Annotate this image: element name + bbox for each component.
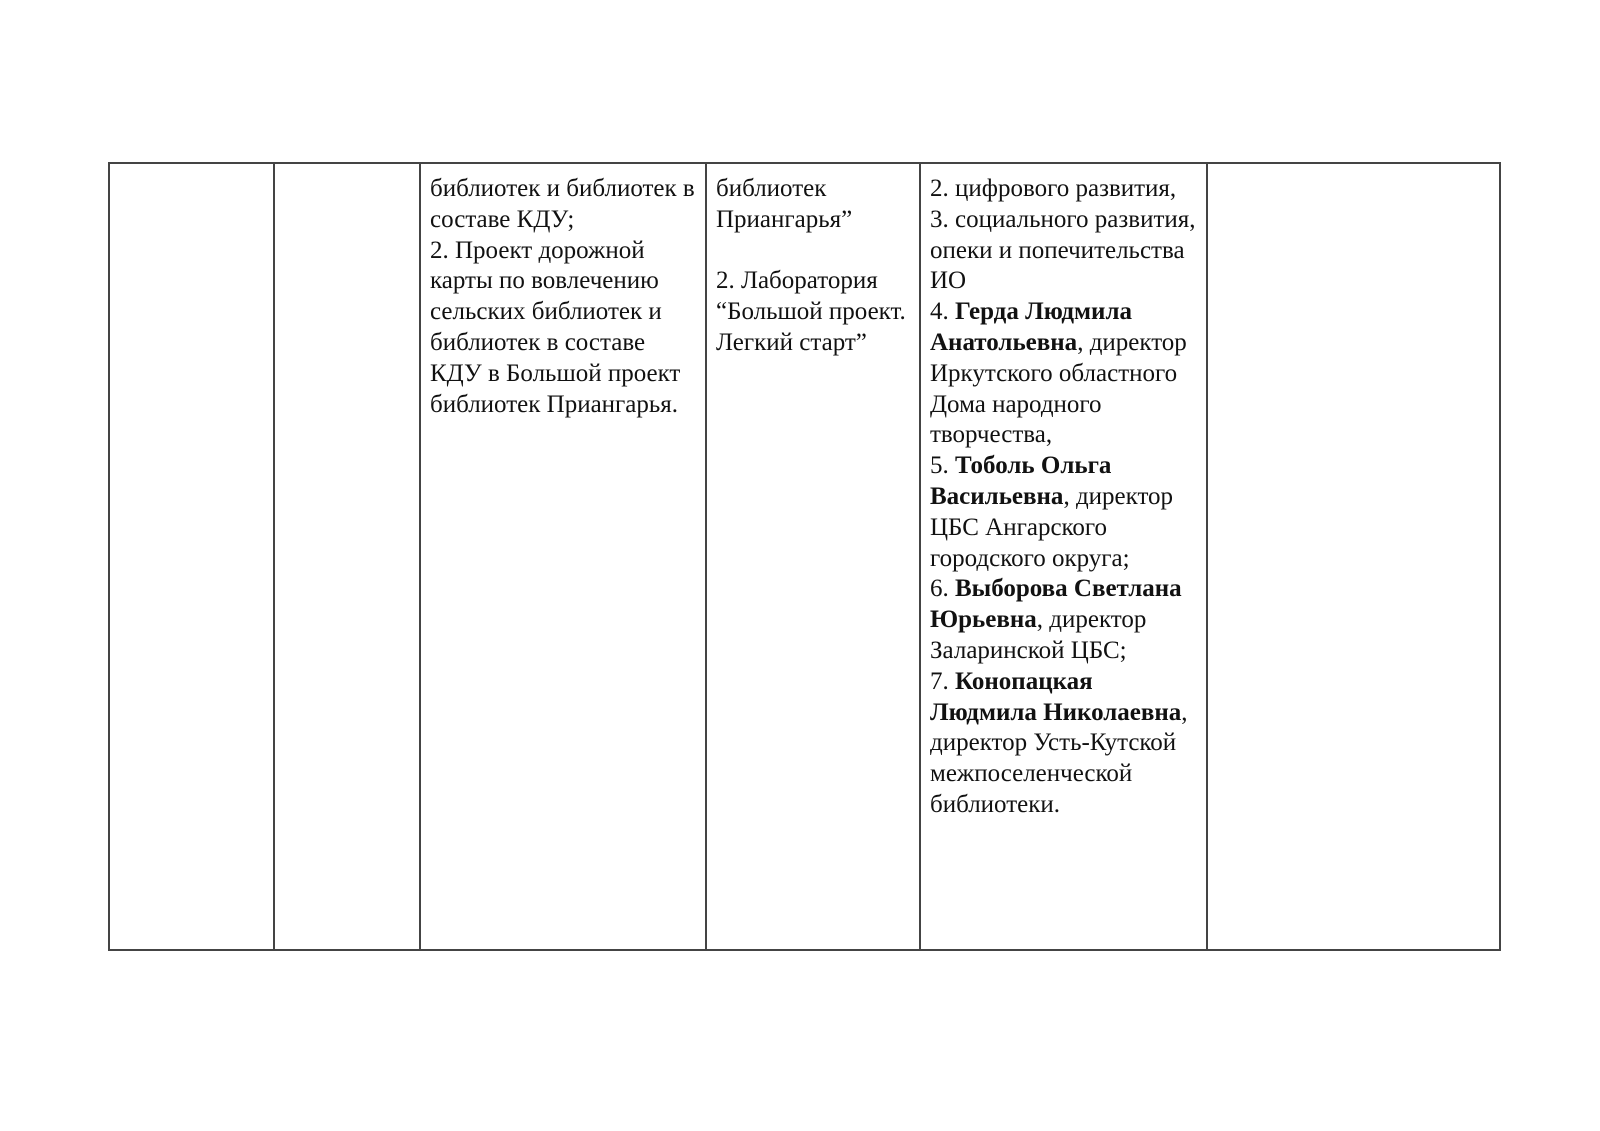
- person-name: Выборова Светлана Юрьевна: [930, 575, 1182, 634]
- person-role: , директор Заларинской ЦБС;: [930, 606, 1147, 664]
- person-role: , директор ЦБС Ангарского городского округа;: [930, 482, 1174, 572]
- person-number: 7.: [930, 667, 955, 695]
- person-entry: [930, 451, 1198, 574]
- table-cell-col4: [706, 163, 920, 950]
- cell-paragraph: 3. социального развития, опеки и попечительства ИО: [930, 205, 1196, 295]
- person-number: 4.: [930, 298, 955, 326]
- person-number: 5.: [930, 452, 955, 480]
- paragraph-spacer: [716, 236, 911, 267]
- person-name: Конопацкая Людмила Николаевна: [930, 667, 1182, 726]
- person-number: 6.: [930, 575, 955, 603]
- person-entry: [930, 297, 1198, 451]
- person-role: , директор Усть-Кутской межпоселенческой библиотеки.: [930, 698, 1188, 818]
- person-entry: [930, 667, 1198, 821]
- table-cell-col3: [420, 163, 706, 950]
- cell-paragraph: 2. Лаборатория “Большой проект. Легкий старт”: [716, 267, 906, 356]
- cell-paragraph: библиотек и библиотек в составе КДУ;: [430, 175, 695, 233]
- cell-paragraph: 2. цифрового развития,: [930, 175, 1177, 202]
- cell-paragraph: библиотек Приангарья”: [716, 175, 853, 233]
- person-entry: [930, 574, 1198, 666]
- table-row: [109, 163, 1500, 950]
- table-cell-col2: [274, 163, 420, 950]
- table-cell-col5: [920, 163, 1207, 950]
- person-name: Герда Людмила Анатольевна: [930, 298, 1132, 356]
- table-cell-col6: [1207, 163, 1500, 950]
- document-table: [108, 162, 1501, 951]
- cell-paragraph: 2. Проект дорожной карты по вовлечению сельских библиотек и библиотек в составе КДУ в Большой проект библиотек Приангарья.: [430, 236, 681, 418]
- person-name: Тоболь Ольга Васильевна: [930, 452, 1112, 510]
- table-cell-col1: [109, 163, 274, 950]
- person-role: , директор Иркутского областного Дома народного творчества,: [930, 328, 1187, 449]
